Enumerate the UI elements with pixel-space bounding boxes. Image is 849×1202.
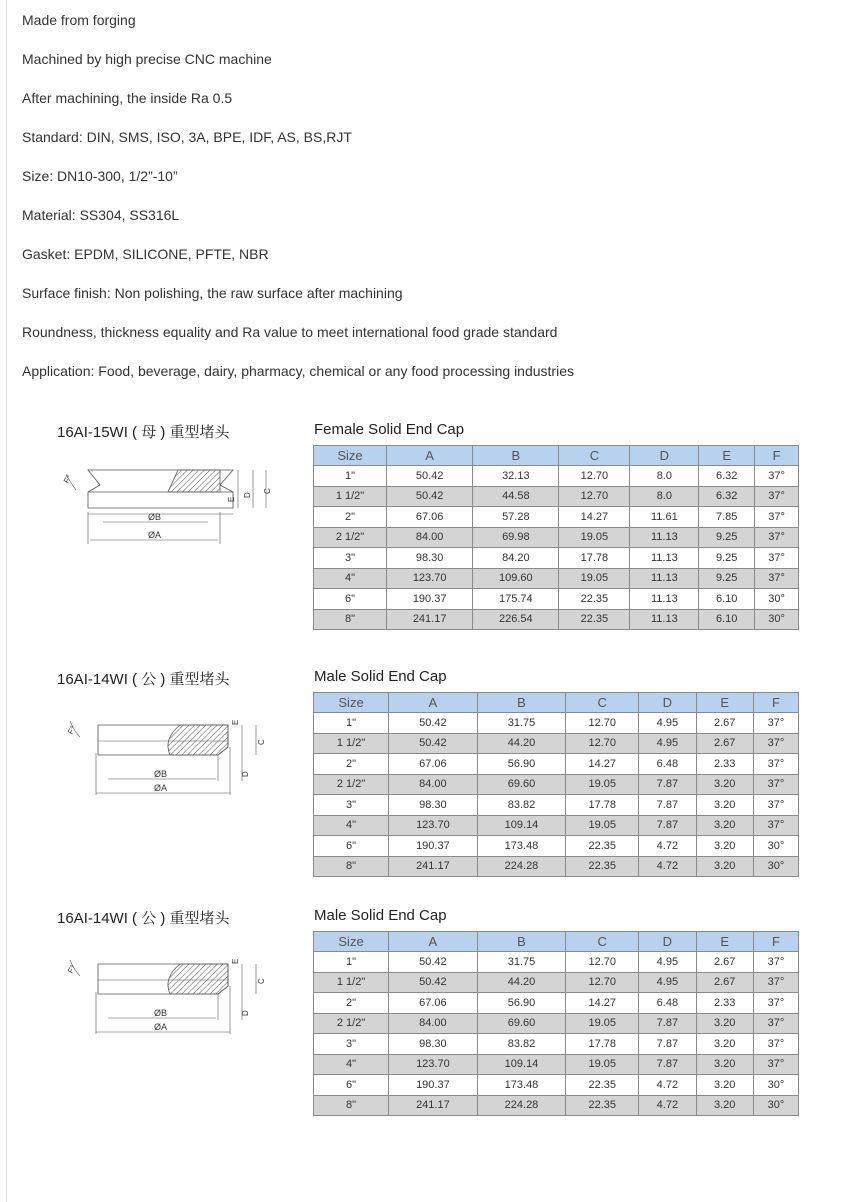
value-cell: 6.32 bbox=[699, 466, 755, 487]
value-cell: 7.87 bbox=[639, 774, 696, 795]
value-cell: 11.13 bbox=[630, 609, 699, 630]
value-cell: 6.10 bbox=[699, 609, 755, 630]
value-cell: 109.60 bbox=[473, 568, 559, 589]
value-cell: 84.00 bbox=[389, 1013, 478, 1034]
column-header: B bbox=[477, 693, 566, 713]
value-cell: 173.48 bbox=[477, 836, 566, 857]
value-cell: 22.35 bbox=[559, 609, 630, 630]
size-cell: 2 1/2" bbox=[314, 527, 387, 548]
value-cell: 11.13 bbox=[630, 589, 699, 610]
value-cell: 241.17 bbox=[387, 609, 473, 630]
value-cell: 22.35 bbox=[566, 1095, 639, 1116]
size-cell: 4" bbox=[314, 568, 387, 589]
value-cell: 30° bbox=[753, 1075, 798, 1096]
column-header: Size bbox=[314, 932, 389, 952]
column-header: F bbox=[753, 932, 798, 952]
size-cell: 2 1/2" bbox=[314, 1013, 389, 1034]
value-cell: 6.32 bbox=[699, 486, 755, 507]
table-header-row bbox=[314, 932, 799, 952]
value-cell: 37° bbox=[753, 795, 798, 816]
d-label: D bbox=[243, 492, 252, 498]
diameter-a-label: ØA bbox=[148, 530, 162, 540]
size-cell: 8" bbox=[314, 609, 387, 630]
value-cell: 4.95 bbox=[639, 713, 696, 734]
table-row bbox=[314, 1054, 799, 1075]
value-cell: 4.95 bbox=[639, 733, 696, 754]
value-cell: 14.27 bbox=[566, 754, 639, 775]
table-row bbox=[314, 507, 799, 528]
value-cell: 4.72 bbox=[639, 1075, 696, 1096]
value-cell: 69.60 bbox=[477, 1013, 566, 1034]
value-cell: 37° bbox=[753, 733, 798, 754]
table-row bbox=[314, 713, 799, 734]
column-header: F bbox=[755, 446, 799, 466]
column-header: F bbox=[753, 693, 798, 713]
female-cap-drawing bbox=[58, 452, 288, 562]
value-cell: 37° bbox=[753, 993, 798, 1014]
value-cell: 2.67 bbox=[696, 733, 753, 754]
column-header: E bbox=[699, 446, 755, 466]
table-row bbox=[314, 972, 799, 993]
value-cell: 37° bbox=[753, 1034, 798, 1055]
value-cell: 98.30 bbox=[389, 1034, 478, 1055]
size-cell: 2" bbox=[314, 754, 389, 775]
column-header: E bbox=[696, 932, 753, 952]
size-cell: 6" bbox=[314, 1075, 389, 1096]
value-cell: 2.67 bbox=[696, 952, 753, 973]
value-cell: 3.20 bbox=[696, 856, 753, 877]
value-cell: 190.37 bbox=[389, 836, 478, 857]
value-cell: 19.05 bbox=[559, 527, 630, 548]
value-cell: 37° bbox=[753, 1054, 798, 1075]
value-cell: 31.75 bbox=[477, 952, 566, 973]
value-cell: 83.82 bbox=[477, 1034, 566, 1055]
value-cell: 190.37 bbox=[387, 589, 473, 610]
value-cell: 19.05 bbox=[559, 568, 630, 589]
size-cell: 1 1/2" bbox=[314, 486, 387, 507]
table-title: Male Solid End Cap bbox=[314, 668, 447, 685]
value-cell: 9.25 bbox=[699, 548, 755, 569]
value-cell: 50.42 bbox=[389, 972, 478, 993]
table-row bbox=[314, 548, 799, 569]
value-cell: 3.20 bbox=[696, 1075, 753, 1096]
value-cell: 11.13 bbox=[630, 527, 699, 548]
value-cell: 30° bbox=[753, 836, 798, 857]
size-cell: 8" bbox=[314, 1095, 389, 1116]
value-cell: 37° bbox=[753, 754, 798, 775]
value-cell: 11.13 bbox=[630, 568, 699, 589]
size-cell: 2" bbox=[314, 507, 387, 528]
e-label: E bbox=[231, 958, 240, 964]
spec-table bbox=[313, 445, 799, 630]
column-header: Size bbox=[314, 446, 387, 466]
value-cell: 2.33 bbox=[696, 993, 753, 1014]
spec-line: Made from forging bbox=[22, 12, 136, 28]
size-cell: 3" bbox=[314, 1034, 389, 1055]
value-cell: 37° bbox=[753, 713, 798, 734]
value-cell: 4.95 bbox=[639, 972, 696, 993]
column-header: D bbox=[639, 932, 696, 952]
value-cell: 84.00 bbox=[389, 774, 478, 795]
part-code: 16AI-14WI ( 公 ) 重型堵头 bbox=[57, 910, 230, 927]
size-cell: 1" bbox=[314, 466, 387, 487]
value-cell: 109.14 bbox=[477, 815, 566, 836]
value-cell: 7.87 bbox=[639, 795, 696, 816]
table-row bbox=[314, 993, 799, 1014]
value-cell: 84.20 bbox=[473, 548, 559, 569]
value-cell: 44.58 bbox=[473, 486, 559, 507]
value-cell: 224.28 bbox=[477, 856, 566, 877]
spec-line: Standard: DIN, SMS, ISO, 3A, BPE, IDF, AS, BS,RJT bbox=[22, 129, 352, 145]
column-header: A bbox=[389, 693, 478, 713]
value-cell: 175.74 bbox=[473, 589, 559, 610]
table-body bbox=[314, 713, 799, 877]
value-cell: 57.28 bbox=[473, 507, 559, 528]
table-row bbox=[314, 1034, 799, 1055]
size-cell: 6" bbox=[314, 836, 389, 857]
value-cell: 12.70 bbox=[566, 972, 639, 993]
table-row bbox=[314, 774, 799, 795]
value-cell: 37° bbox=[755, 466, 799, 487]
value-cell: 2.33 bbox=[696, 754, 753, 775]
part-code: 16AI-14WI ( 公 ) 重型堵头 bbox=[57, 671, 230, 688]
value-cell: 44.20 bbox=[477, 733, 566, 754]
value-cell: 6.48 bbox=[639, 993, 696, 1014]
value-cell: 4.72 bbox=[639, 1095, 696, 1116]
c-label: C bbox=[257, 978, 266, 984]
spec-table bbox=[313, 931, 799, 1116]
column-header: C bbox=[559, 446, 630, 466]
value-cell: 22.35 bbox=[566, 856, 639, 877]
value-cell: 109.14 bbox=[477, 1054, 566, 1075]
value-cell: 3.20 bbox=[696, 815, 753, 836]
spec-line: Material: SS304, SS316L bbox=[22, 207, 180, 223]
spec-line: Surface finish: Non polishing, the raw surface after machining bbox=[22, 285, 403, 301]
value-cell: 30° bbox=[755, 589, 799, 610]
value-cell: 37° bbox=[755, 568, 799, 589]
table-body bbox=[314, 952, 799, 1116]
table-row bbox=[314, 1075, 799, 1096]
size-cell: 4" bbox=[314, 815, 389, 836]
page-border bbox=[6, 0, 7, 1202]
value-cell: 98.30 bbox=[389, 795, 478, 816]
value-cell: 37° bbox=[755, 507, 799, 528]
value-cell: 14.27 bbox=[559, 507, 630, 528]
table-title: Male Solid End Cap bbox=[314, 907, 447, 924]
table-row bbox=[314, 1095, 799, 1116]
c-label: C bbox=[263, 488, 272, 494]
table-row bbox=[314, 527, 799, 548]
table-row bbox=[314, 856, 799, 877]
column-header: A bbox=[389, 932, 478, 952]
column-header: B bbox=[473, 446, 559, 466]
size-cell: 2" bbox=[314, 993, 389, 1014]
value-cell: 67.06 bbox=[389, 993, 478, 1014]
value-cell: 226.54 bbox=[473, 609, 559, 630]
diameter-a-label: ØA bbox=[154, 1022, 168, 1032]
value-cell: 7.87 bbox=[639, 1034, 696, 1055]
size-cell: 4" bbox=[314, 1054, 389, 1075]
size-cell: 1 1/2" bbox=[314, 972, 389, 993]
value-cell: 123.70 bbox=[387, 568, 473, 589]
value-cell: 7.87 bbox=[639, 1054, 696, 1075]
table-title: Female Solid End Cap bbox=[314, 421, 465, 438]
male-cap-drawing bbox=[58, 942, 288, 1052]
value-cell: 37° bbox=[755, 548, 799, 569]
value-cell: 9.25 bbox=[699, 527, 755, 548]
diameter-b-label: ØB bbox=[154, 769, 168, 779]
value-cell: 7.85 bbox=[699, 507, 755, 528]
value-cell: 37° bbox=[755, 527, 799, 548]
table-row bbox=[314, 754, 799, 775]
value-cell: 50.42 bbox=[387, 466, 473, 487]
spec-line: Machined by high precise CNC machine bbox=[22, 51, 272, 67]
value-cell: 67.06 bbox=[389, 754, 478, 775]
value-cell: 3.20 bbox=[696, 795, 753, 816]
value-cell: 37° bbox=[753, 972, 798, 993]
value-cell: 9.25 bbox=[699, 568, 755, 589]
value-cell: 19.05 bbox=[566, 774, 639, 795]
spec-line: Gasket: EPDM, SILICONE, PFTE, NBR bbox=[22, 246, 269, 262]
value-cell: 17.78 bbox=[566, 795, 639, 816]
value-cell: 6.48 bbox=[639, 754, 696, 775]
value-cell: 4.72 bbox=[639, 856, 696, 877]
value-cell: 241.17 bbox=[389, 856, 478, 877]
column-header: D bbox=[639, 693, 696, 713]
value-cell: 123.70 bbox=[389, 1054, 478, 1075]
value-cell: 50.42 bbox=[389, 713, 478, 734]
value-cell: 8.0 bbox=[630, 466, 699, 487]
table-row bbox=[314, 486, 799, 507]
table-row bbox=[314, 795, 799, 816]
size-cell: 8" bbox=[314, 856, 389, 877]
d-label: D bbox=[241, 1010, 250, 1016]
size-cell: 6" bbox=[314, 589, 387, 610]
value-cell: 67.06 bbox=[387, 507, 473, 528]
value-cell: 50.42 bbox=[389, 733, 478, 754]
table-body bbox=[314, 466, 799, 630]
table-row bbox=[314, 952, 799, 973]
value-cell: 37° bbox=[753, 774, 798, 795]
value-cell: 12.70 bbox=[566, 733, 639, 754]
value-cell: 241.17 bbox=[389, 1095, 478, 1116]
value-cell: 2.67 bbox=[696, 713, 753, 734]
value-cell: 4.72 bbox=[639, 836, 696, 857]
value-cell: 224.28 bbox=[477, 1095, 566, 1116]
spec-table bbox=[313, 692, 799, 877]
value-cell: 3.20 bbox=[696, 836, 753, 857]
value-cell: 14.27 bbox=[566, 993, 639, 1014]
angle-label: F° bbox=[65, 963, 78, 975]
column-header: A bbox=[387, 446, 473, 466]
column-header: C bbox=[566, 932, 639, 952]
value-cell: 12.70 bbox=[566, 713, 639, 734]
part-code: 16AI-15WI ( 母 ) 重型堵头 bbox=[57, 424, 230, 441]
size-cell: 1" bbox=[314, 952, 389, 973]
d-label: D bbox=[241, 771, 250, 777]
value-cell: 50.42 bbox=[389, 952, 478, 973]
value-cell: 3.20 bbox=[696, 1054, 753, 1075]
value-cell: 3.20 bbox=[696, 1095, 753, 1116]
table-row bbox=[314, 836, 799, 857]
table-header-row bbox=[314, 693, 799, 713]
table-header-row bbox=[314, 446, 799, 466]
value-cell: 56.90 bbox=[477, 754, 566, 775]
value-cell: 84.00 bbox=[387, 527, 473, 548]
value-cell: 17.78 bbox=[559, 548, 630, 569]
c-label: C bbox=[257, 739, 266, 745]
value-cell: 30° bbox=[753, 856, 798, 877]
value-cell: 69.60 bbox=[477, 774, 566, 795]
value-cell: 11.61 bbox=[630, 507, 699, 528]
table-row bbox=[314, 466, 799, 487]
value-cell: 37° bbox=[753, 815, 798, 836]
value-cell: 2.67 bbox=[696, 972, 753, 993]
value-cell: 98.30 bbox=[387, 548, 473, 569]
table-row bbox=[314, 609, 799, 630]
spec-line: After machining, the inside Ra 0.5 bbox=[22, 90, 233, 106]
table-row bbox=[314, 815, 799, 836]
diameter-a-label: ØA bbox=[154, 783, 168, 793]
value-cell: 12.70 bbox=[559, 486, 630, 507]
column-header: Size bbox=[314, 693, 389, 713]
table-row bbox=[314, 1013, 799, 1034]
table-row bbox=[314, 589, 799, 610]
column-header: C bbox=[566, 693, 639, 713]
value-cell: 37° bbox=[753, 952, 798, 973]
value-cell: 6.10 bbox=[699, 589, 755, 610]
value-cell: 12.70 bbox=[559, 466, 630, 487]
value-cell: 22.35 bbox=[566, 1075, 639, 1096]
size-cell: 1 1/2" bbox=[314, 733, 389, 754]
diameter-b-label: ØB bbox=[154, 1008, 168, 1018]
value-cell: 30° bbox=[753, 1095, 798, 1116]
table-row bbox=[314, 733, 799, 754]
column-header: D bbox=[630, 446, 699, 466]
value-cell: 19.05 bbox=[566, 815, 639, 836]
value-cell: 3.20 bbox=[696, 1034, 753, 1055]
value-cell: 7.87 bbox=[639, 815, 696, 836]
size-cell: 2 1/2" bbox=[314, 774, 389, 795]
value-cell: 22.35 bbox=[559, 589, 630, 610]
value-cell: 31.75 bbox=[477, 713, 566, 734]
value-cell: 30° bbox=[755, 609, 799, 630]
angle-label: F° bbox=[61, 473, 74, 485]
value-cell: 19.05 bbox=[566, 1013, 639, 1034]
value-cell: 22.35 bbox=[566, 836, 639, 857]
value-cell: 37° bbox=[753, 1013, 798, 1034]
value-cell: 17.78 bbox=[566, 1034, 639, 1055]
value-cell: 173.48 bbox=[477, 1075, 566, 1096]
value-cell: 11.13 bbox=[630, 548, 699, 569]
value-cell: 37° bbox=[755, 486, 799, 507]
value-cell: 7.87 bbox=[639, 1013, 696, 1034]
diameter-b-label: ØB bbox=[148, 512, 162, 522]
value-cell: 190.37 bbox=[389, 1075, 478, 1096]
spec-line: Size: DN10-300, 1/2”-10” bbox=[22, 168, 178, 184]
value-cell: 3.20 bbox=[696, 1013, 753, 1034]
value-cell: 8.0 bbox=[630, 486, 699, 507]
table-row bbox=[314, 568, 799, 589]
e-label: E bbox=[231, 719, 240, 725]
value-cell: 83.82 bbox=[477, 795, 566, 816]
size-cell: 3" bbox=[314, 795, 389, 816]
size-cell: 1" bbox=[314, 713, 389, 734]
spec-line: Application: Food, beverage, dairy, pharmacy, chemical or any food processing industries bbox=[22, 363, 574, 379]
male-cap-drawing bbox=[58, 703, 288, 813]
value-cell: 44.20 bbox=[477, 972, 566, 993]
value-cell: 12.70 bbox=[566, 952, 639, 973]
column-header: E bbox=[696, 693, 753, 713]
column-header: B bbox=[477, 932, 566, 952]
value-cell: 3.20 bbox=[696, 774, 753, 795]
value-cell: 56.90 bbox=[477, 993, 566, 1014]
spec-line: Roundness, thickness equality and Ra value to meet international food grade standard bbox=[22, 324, 558, 340]
angle-label: F° bbox=[65, 724, 78, 736]
value-cell: 4.95 bbox=[639, 952, 696, 973]
value-cell: 69.98 bbox=[473, 527, 559, 548]
size-cell: 3" bbox=[314, 548, 387, 569]
value-cell: 123.70 bbox=[389, 815, 478, 836]
value-cell: 19.05 bbox=[566, 1054, 639, 1075]
e-label: E bbox=[227, 496, 236, 502]
value-cell: 50.42 bbox=[387, 486, 473, 507]
value-cell: 32.13 bbox=[473, 466, 559, 487]
